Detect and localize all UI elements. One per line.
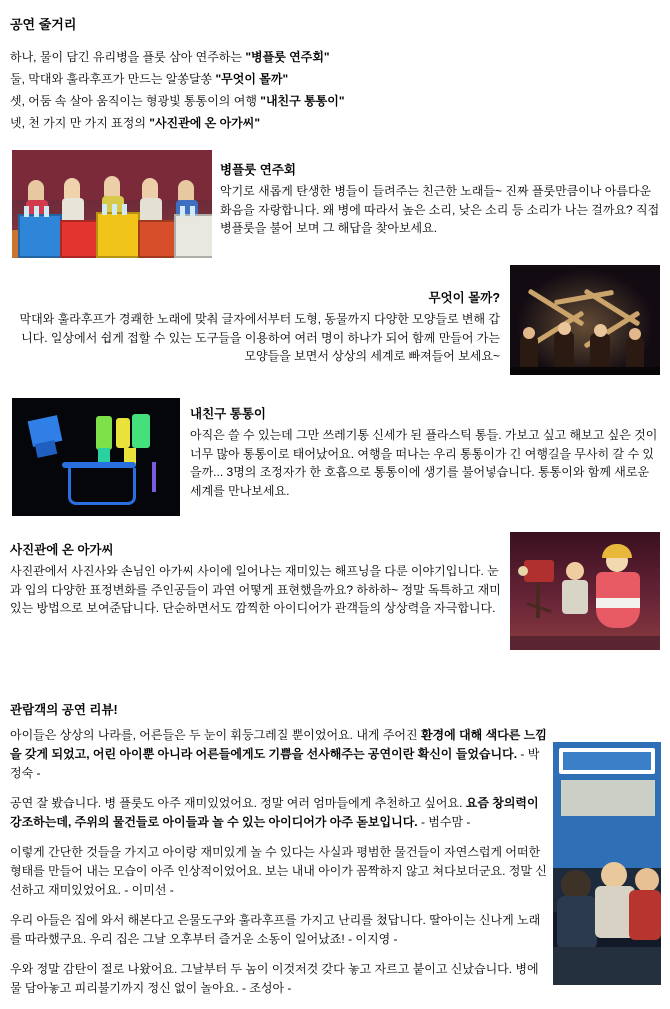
photo-studio-scene-photo xyxy=(510,532,660,650)
intro-line-1 xyxy=(10,47,660,67)
intro-line-3-text: 셋, 어둠 속 살아 움직이는 형광빛 통통이의 여행 xyxy=(10,94,261,108)
review-paragraph-2 xyxy=(10,794,550,832)
intro-line-3 xyxy=(10,91,660,111)
stage-bottle-flute-photo xyxy=(12,150,212,258)
section-bottle-flute-title: 병플룻 연주회 xyxy=(220,163,296,177)
review-1-part-1: 아이들은 상상의 나라를, 어른들은 두 눈이 휘둥그레질 뿐이었어요. 내게 주어진 xyxy=(10,728,421,742)
review-body xyxy=(10,726,550,1009)
review-paragraph-5: 우와 정말 감탄이 절로 나왔어요. 그날부터 두 놈이 이것저것 갖다 놓고 자르고 붙이고 신났습니다. 병에 물 담아놓고 피리불기까지 정신 없이 놀아요. - 조성아 - xyxy=(10,962,539,995)
intro-line-3-bold: "내친구 통통이" xyxy=(260,94,345,108)
review-paragraph-4: 우리 아들은 집에 와서 해본다고 은물도구와 훌라후프를 가지고 난리를 쳤답니다. 딸아이는 신나게 노래를 따라했구요. 우리 집은 그날 오후부터 즐거운 소동이 일어났죠! - 이지영 - xyxy=(10,913,541,946)
section-tongtongi xyxy=(190,404,660,500)
section-what-is-it xyxy=(10,288,500,366)
page-title: 공연 줄거리 xyxy=(10,17,77,32)
intro-line-4-text: 넷, 천 가지 만 가지 표정의 xyxy=(10,116,150,130)
section-photo-studio xyxy=(10,540,502,618)
section-photo-studio-title: 사진관에 온 아가씨 xyxy=(10,543,114,557)
review-1-part-2: 환경에 대해 색다른 느낌을 갖게 되었고, 어린 아이뿐 아니라 어른들에게도 기쁨을 선사해주는 공연이란 확신이 들었습니다. xyxy=(10,728,547,761)
intro-line-1-bold: "병플룻 연주회" xyxy=(245,50,330,64)
review-2-part-2: 요즘 창의력이 강조하는데, 주위의 물건들로 아이들과 놀 수 있는 아이디어가 아주 돋보입니다. xyxy=(10,796,539,829)
intro-line-2-bold: "무엇이 몰까" xyxy=(215,72,289,86)
section-what-is-it-title: 무엇이 몰까? xyxy=(428,291,500,305)
review-heading: 관람객의 공연 리뷰! xyxy=(10,703,118,717)
blacklight-tongtongi-photo xyxy=(12,398,180,516)
review-paragraph-1 xyxy=(10,726,550,783)
plastic-poster-photo xyxy=(553,742,661,985)
section-photo-studio-body: 사진관에서 사진사와 손님인 아가씨 사이에 일어나는 재미있는 해프닝을 다룬 이야기입니다. 눈과 입의 다양한 표정변화를 주인공들이 과연 어떻게 표현했을까요? 하하하~ 정말 독특하고 재미있는 방법으로 보여준답니다. 단순하면서도 깜찍한 아이디어가 관객들의 상상력을 자극합니다. xyxy=(10,564,501,615)
review-2-part-1: 공연 잘 봤습니다. 병 플룻도 아주 재미있었어요. 정말 여러 엄마들에게 추천하고 싶어요. xyxy=(10,796,466,810)
section-tongtongi-body: 아직은 쓸 수 있는데 그만 쓰레기통 신세가 된 플라스틱 통들. 가보고 싶고 해보고 싶은 것이 너무 많아 통통이로 태어났어요. 여행을 떠나는 우리 통통이가 긴 여행길을 무사히 갈 수 있을까... 3명의 조정자가 한 호흡으로 통통이에 생기를 불어넣습니다. 통통이와 함께 새로운 세계를 만나보세요. xyxy=(190,428,658,498)
section-tongtongi-title: 내친구 통통이 xyxy=(190,407,266,421)
section-what-is-it-body: 막대와 훌라후프가 경쾌한 노래에 맞춰 글자에서부터 도형, 동물까지 다양한 모양들로 변해 갑니다. 일상에서 쉽게 접할 수 있는 도구들을 이용하여 여러 명이 하나가 되어 함께 만들어 가는 모양들을 보면서 상상의 세계로 빠져들어 보세요~ xyxy=(19,312,500,363)
intro-section xyxy=(10,14,660,135)
intro-line-2-text: 둘, 막대와 훌라후프가 만드는 알쏭달쏭 xyxy=(10,72,216,86)
intro-line-4 xyxy=(10,113,660,133)
section-bottle-flute-body: 악기로 새롭게 탄생한 병들이 들려주는 친근한 노래들~ 진짜 플룻만큼이나 아름다운 화음을 자랑합니다. 왜 병에 따라서 높은 소리, 낮은 소리 등 소리가 나는 걸까요? 직접 병플룻을 불어 보며 그 해답을 찾아보세요. xyxy=(220,184,660,235)
review-paragraph-3: 이렇게 간단한 것들을 가지고 아이랑 재미있게 놀 수 있다는 사실과 평범한 물건들이 자연스럽게 어떠한 형태를 만들어 내는 모습이 아주 인상적이었어요. 보는 내내 아이가 꼼짝하지 않고 쳐다보더군요. 정말 신선하고 재미있었어요. - 이미선 - xyxy=(10,845,547,897)
intro-line-4-bold: "사진관에 온 아가씨" xyxy=(149,116,261,130)
stick-hoop-photo xyxy=(510,265,660,375)
intro-line-2 xyxy=(10,69,660,89)
section-bottle-flute xyxy=(220,160,660,238)
review-1-part-3: - 박정숙 - xyxy=(10,747,540,780)
review-2-part-3: - 범수맘 - xyxy=(417,815,471,829)
intro-line-1-text: 하나, 물이 담긴 유리병을 플룻 삼아 연주하는 xyxy=(10,50,246,64)
